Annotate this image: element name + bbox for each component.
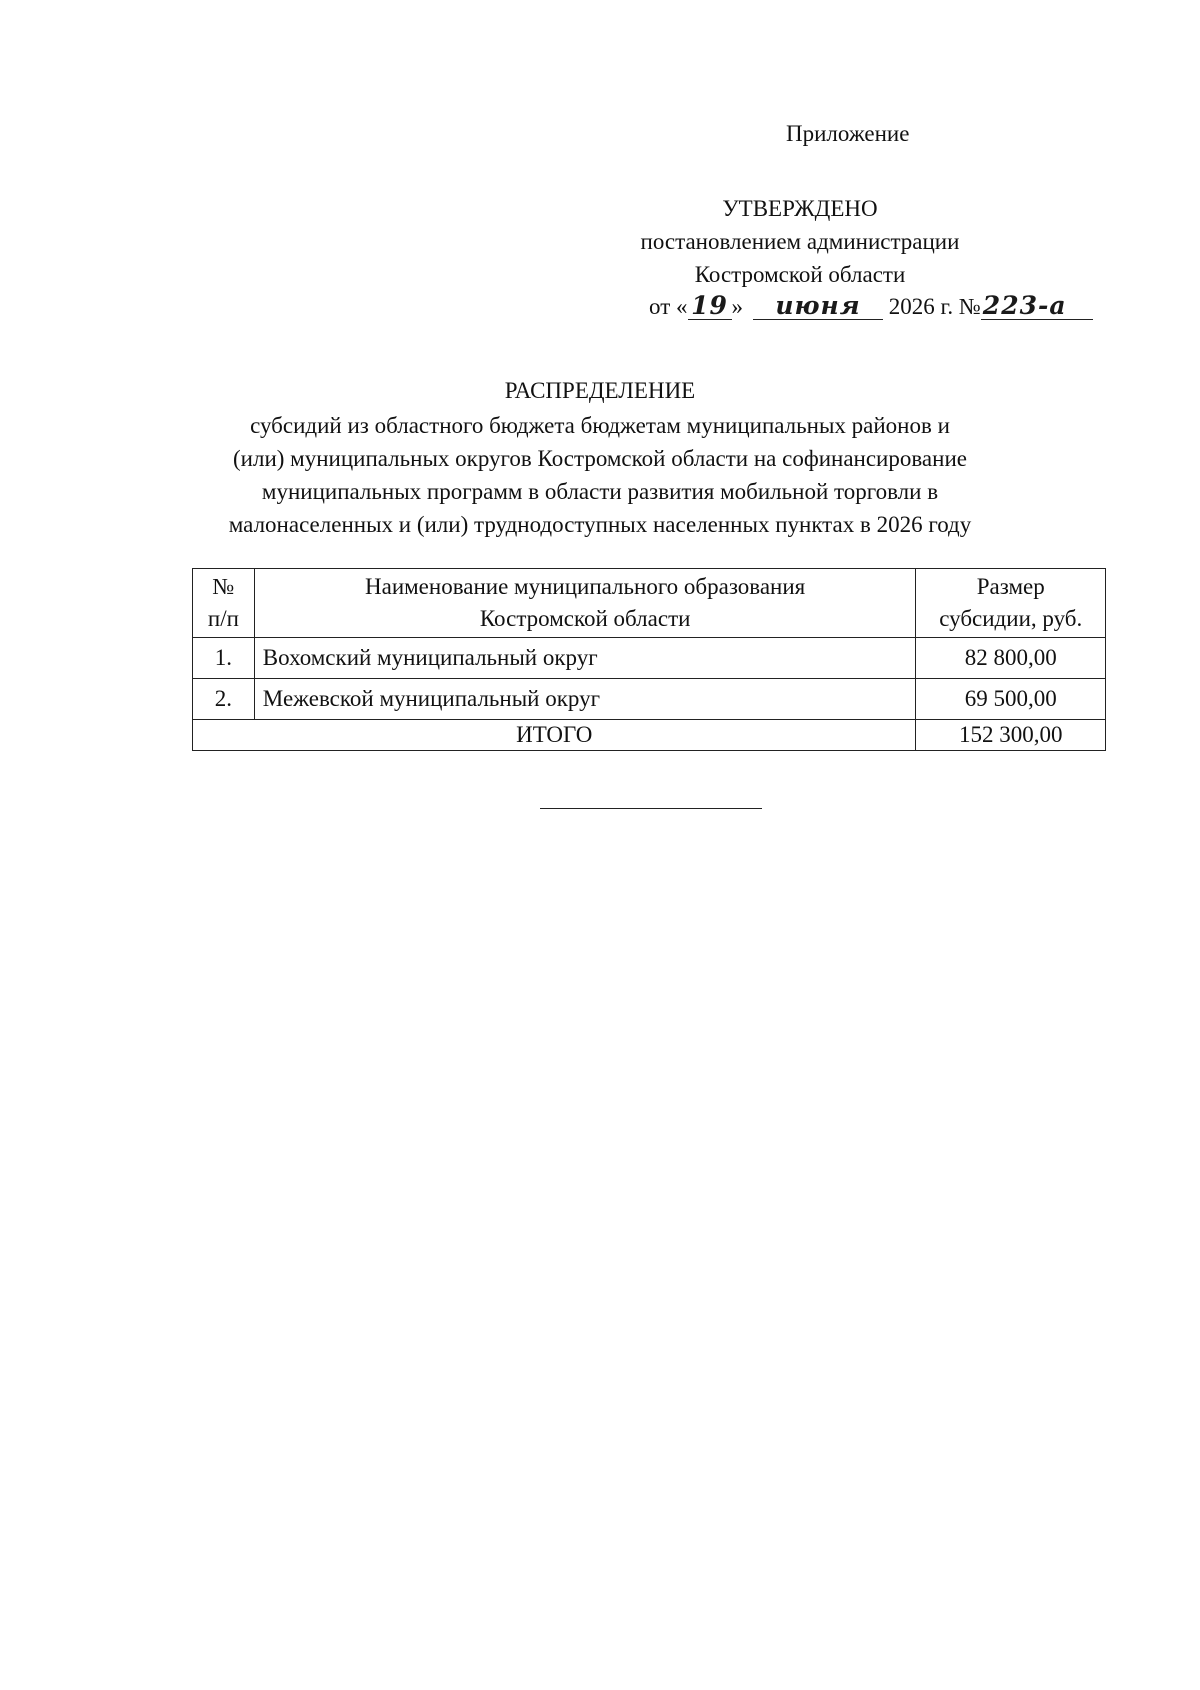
subtitle-line-2: (или) муниципальных округов Костромской области на софинансирование — [233, 446, 967, 471]
row-num: 1. — [193, 638, 255, 679]
approved-by-line-1: постановлением администрации — [640, 229, 960, 254]
approval-block — [600, 192, 1000, 291]
total-label: ИТОГО — [193, 720, 916, 751]
subtitle-line-4: малонаселенных и (или) труднодоступных населенных пунктах в 2026 году — [228, 512, 972, 537]
table-row — [193, 638, 1106, 679]
document-subtitle — [150, 409, 1050, 541]
row-amount: 82 800,00 — [916, 638, 1106, 679]
date-mid: » — [731, 294, 743, 319]
resolution-date-line — [649, 292, 1093, 322]
approved-by-line-2: Костромской области — [694, 262, 906, 287]
header-name: Наименование муниципального образования Костромской области — [254, 569, 916, 638]
table-row — [193, 679, 1106, 720]
date-day-handwritten: 19 — [688, 293, 732, 320]
end-of-document-rule — [540, 808, 762, 809]
row-name: Вохомский муниципальный округ — [254, 638, 916, 679]
appendix-label: Приложение — [786, 121, 910, 146]
table-header-row — [193, 569, 1106, 638]
row-num: 2. — [193, 679, 255, 720]
resolution-number-handwritten: 223-а — [981, 293, 1093, 320]
subtitle-line-3: муниципальных программ в области развития мобильной торговли в — [261, 479, 939, 504]
total-amount: 152 300,00 — [916, 720, 1106, 751]
header-amount: Размер субсидии, руб. — [916, 569, 1106, 638]
header-num: № п/п — [193, 569, 255, 638]
date-month-handwritten: июня — [753, 293, 883, 320]
table-total-row — [193, 720, 1106, 751]
date-prefix: от « — [649, 294, 688, 319]
subtitle-line-1: субсидий из областного бюджета бюджетам муниципальных районов и — [250, 413, 950, 438]
subsidy-distribution-table — [192, 568, 1106, 751]
document-title: РАСПРЕДЕЛЕНИЕ — [504, 378, 696, 403]
date-year-number-label: 2026 г. № — [888, 294, 981, 319]
row-amount: 69 500,00 — [916, 679, 1106, 720]
row-name: Межевской муниципальный округ — [254, 679, 916, 720]
approved-heading: УТВЕРЖДЕНО — [722, 196, 878, 221]
